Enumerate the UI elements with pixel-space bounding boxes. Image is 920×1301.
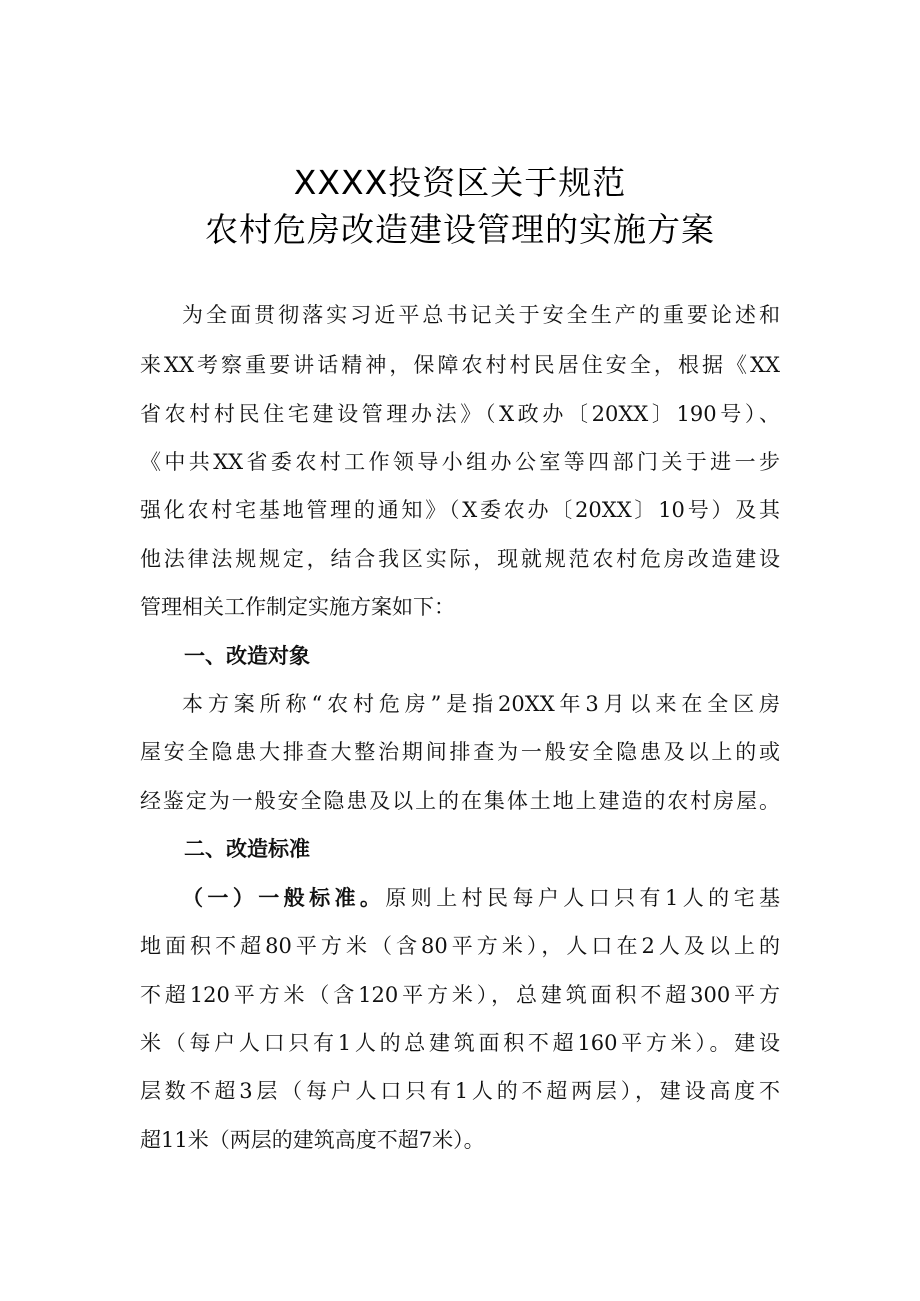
intro-line-2: 来XX考察重要讲话精神，保障农村村民居住安全，根据《XX — [140, 353, 780, 377]
section-1-heading: 一、改造对象 — [184, 644, 310, 668]
intro-line-6: 他法律法规规定，结合我区实际，现就规范农村危房改造建设 — [140, 547, 780, 571]
section-2-line-4: 米（每户人口只有1人的总建筑面积不超160平方米）。建设 — [140, 1031, 780, 1055]
intro-line-4: 《中共XX省委农村工作领导小组办公室等四部门关于进一步 — [140, 450, 780, 474]
section-1-line-3: 经鉴定为一般安全隐患及以上的在集体土地上建造的农村房屋。 — [140, 789, 780, 813]
intro-line-1: 为全面贯彻落实习近平总书记关于安全生产的重要论述和 — [182, 303, 780, 327]
intro-line-7: 管理相关工作制定实施方案如下： — [140, 595, 455, 619]
section-1-line-2: 屋安全隐患大排查大整治期间排查为一般安全隐患及以上的或 — [140, 740, 780, 764]
section-2-line-6: 超11米（两层的建筑高度不超7米）。 — [140, 1128, 485, 1152]
subsection-label: （一）一般标准。 — [182, 886, 386, 910]
section-2-line-5: 层数不超3层（每户人口只有1人的不超两层），建设高度不 — [140, 1079, 780, 1103]
section-2-line-2: 地面积不超80平方米（含80平方米），人口在2人及以上的 — [140, 934, 780, 958]
section-2-line-1 — [182, 884, 780, 912]
section-2-line-3: 不超120平方米（含120平方米），总建筑面积不超300平方 — [140, 983, 780, 1007]
section-1-line-1: 本方案所称“农村危房”是指20XX年3月以来在全区房 — [182, 692, 780, 716]
title-line-1: XXXX投资区关于规范 — [293, 163, 627, 202]
title-line-2: 农村危房改造建设管理的实施方案 — [205, 210, 715, 249]
section-2-heading: 二、改造标准 — [184, 837, 310, 861]
intro-line-3: 省农村村民住宅建设管理办法》（X政办〔20XX〕190号）、 — [140, 402, 780, 426]
subsection-text: 原则上村民每户人口只有1人的宅基 — [385, 886, 780, 910]
intro-line-5: 强化农村宅基地管理的通知》（X委农办〔20XX〕10号）及其 — [140, 498, 780, 522]
